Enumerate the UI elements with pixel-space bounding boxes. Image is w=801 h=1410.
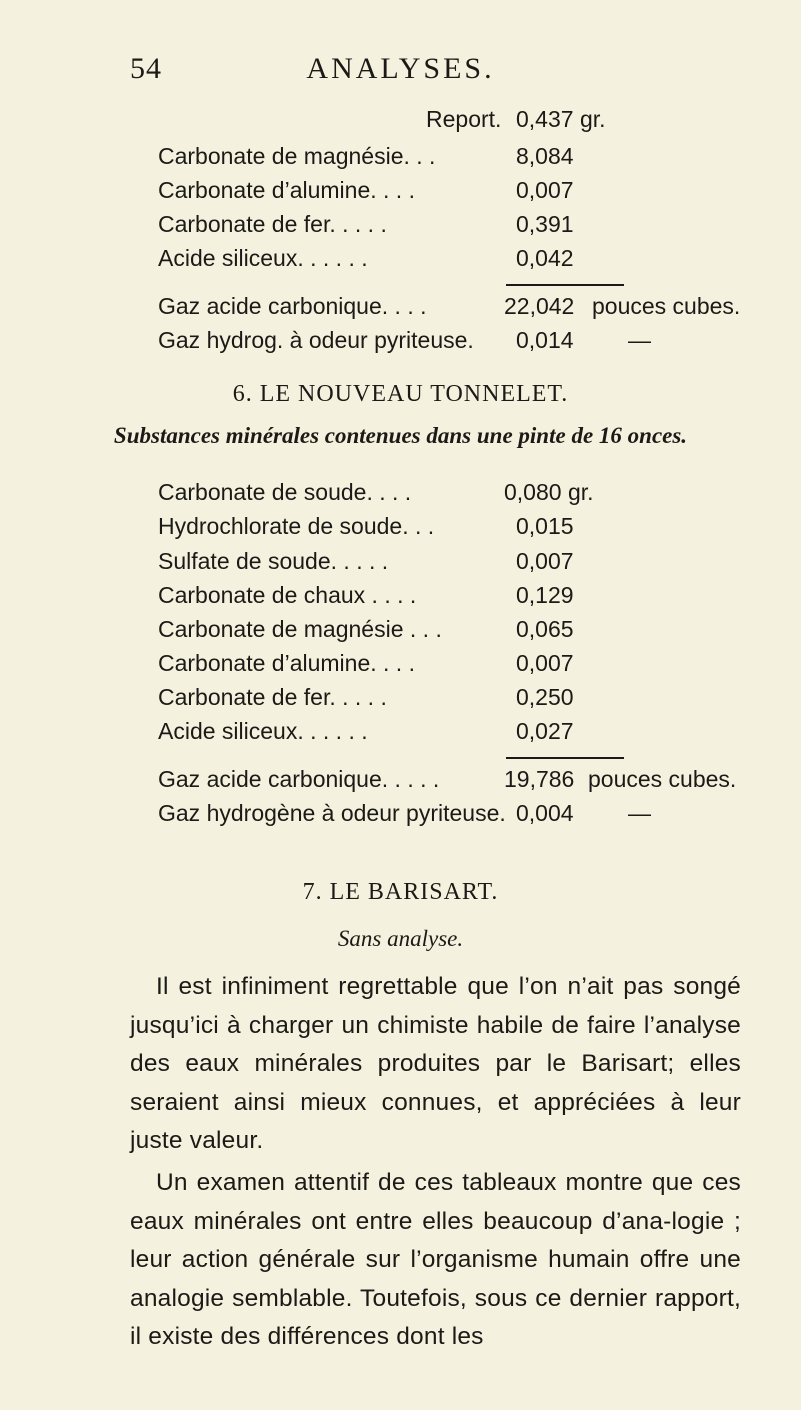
table-row [158, 684, 658, 714]
section-title: 7. LE BARISART. [302, 879, 499, 905]
gas-value: 0,004 [516, 800, 574, 826]
section-subtitle: Sans analyse. [337, 926, 464, 951]
sum-rule [506, 284, 624, 286]
paragraph-text: Un examen attentif de ces tableaux montre que ces eaux minérales ont entre elles beaucoup d’ana-logie ; leur action générale sur l’organisme humain offre une analogie semblable. Toutefois, sous ce dernier rapport, il existe des différences dont les [130, 1169, 741, 1351]
gas-label: Gaz hydrogène à odeur pyriteuse. [158, 800, 506, 826]
paragraph-text: Il est infiniment regrettable que l’on n’ait pas songé jusqu’ici à charger un chimiste habile de faire l’analyse des eaux minérales produites par le Barisart; elles seraient ainsi mieux connues, et appréciées à leur juste valeur. [130, 973, 741, 1155]
table-row [158, 616, 658, 646]
substance-label: Carbonate d’alumine. . . . [158, 650, 415, 676]
gas-label: Gaz acide carbonique. . . . [158, 293, 427, 319]
substance-label: Sulfate de soude. . . . . [158, 548, 389, 574]
gas-value: 22,042 [504, 293, 575, 319]
gas-value: 19,786 [504, 766, 575, 792]
gas-label: Gaz hydrog. à odeur pyriteuse. [158, 327, 474, 353]
report-value: 0,437 gr. [516, 106, 606, 132]
substance-value: 0,129 [516, 582, 574, 608]
substance-value: 0,007 [516, 650, 574, 676]
table-row [158, 479, 658, 509]
substance-value: 0,042 [516, 245, 574, 271]
substance-label: Carbonate de fer. . . . . [158, 211, 387, 237]
running-title: ANALYSES. [306, 52, 495, 85]
gas-unit: pouces cubes. [588, 766, 737, 792]
table-row [158, 718, 658, 748]
gas-value: 0,014 [516, 327, 574, 353]
substance-value: 0,027 [516, 718, 574, 744]
gas-unit: pouces cubes. [592, 293, 741, 319]
substance-label: Carbonate de magnésie . . . [158, 616, 442, 642]
table-row [158, 650, 658, 680]
substance-value: 0,250 [516, 684, 574, 710]
gas-row [158, 800, 778, 830]
substance-label: Carbonate d’alumine. . . . [158, 177, 415, 203]
substance-value: 0,007 [516, 177, 574, 203]
substance-value: 0,391 [516, 211, 574, 237]
section-title: 6. LE NOUVEAU TONNELET. [232, 381, 569, 407]
gas-unit: — [628, 327, 651, 353]
report-row [426, 106, 756, 136]
gas-unit: — [628, 800, 651, 826]
section-subtitle: Substances minérales contenues dans une pinte de 16 onces. [113, 423, 688, 448]
table-row [158, 548, 658, 578]
substance-label: Carbonate de magnésie. . . [158, 143, 436, 169]
table-a-row [158, 245, 658, 275]
substance-value: 0,007 [516, 548, 574, 574]
page-number: 54 [130, 52, 162, 85]
table-a-row [158, 177, 658, 207]
gas-row [158, 293, 758, 323]
gas-row [158, 766, 778, 796]
body-paragraph [130, 968, 741, 1161]
substance-label: Carbonate de chaux . . . . [158, 582, 417, 608]
table-row [158, 582, 658, 612]
report-label: Report. [426, 106, 502, 132]
substance-value: 8,084 [516, 143, 574, 169]
table-a-row [158, 211, 658, 241]
substance-value: 0,065 [516, 616, 574, 642]
table-row [158, 513, 658, 543]
gas-label: Gaz acide carbonique. . . . . [158, 766, 440, 792]
substance-label: Acide siliceux. . . . . . [158, 718, 368, 744]
substance-label: Carbonate de soude. . . . [158, 479, 412, 505]
running-head [0, 52, 801, 92]
substance-label: Hydrochlorate de soude. . . [158, 513, 435, 539]
gas-row [158, 327, 758, 357]
table-a-row [158, 143, 658, 173]
substance-label: Carbonate de fer. . . . . [158, 684, 387, 710]
sum-rule [506, 757, 624, 759]
body-paragraph [130, 1164, 741, 1357]
substance-label: Acide siliceux. . . . . . [158, 245, 368, 271]
substance-value: 0,080 gr. [504, 479, 594, 505]
substance-value: 0,015 [516, 513, 574, 539]
